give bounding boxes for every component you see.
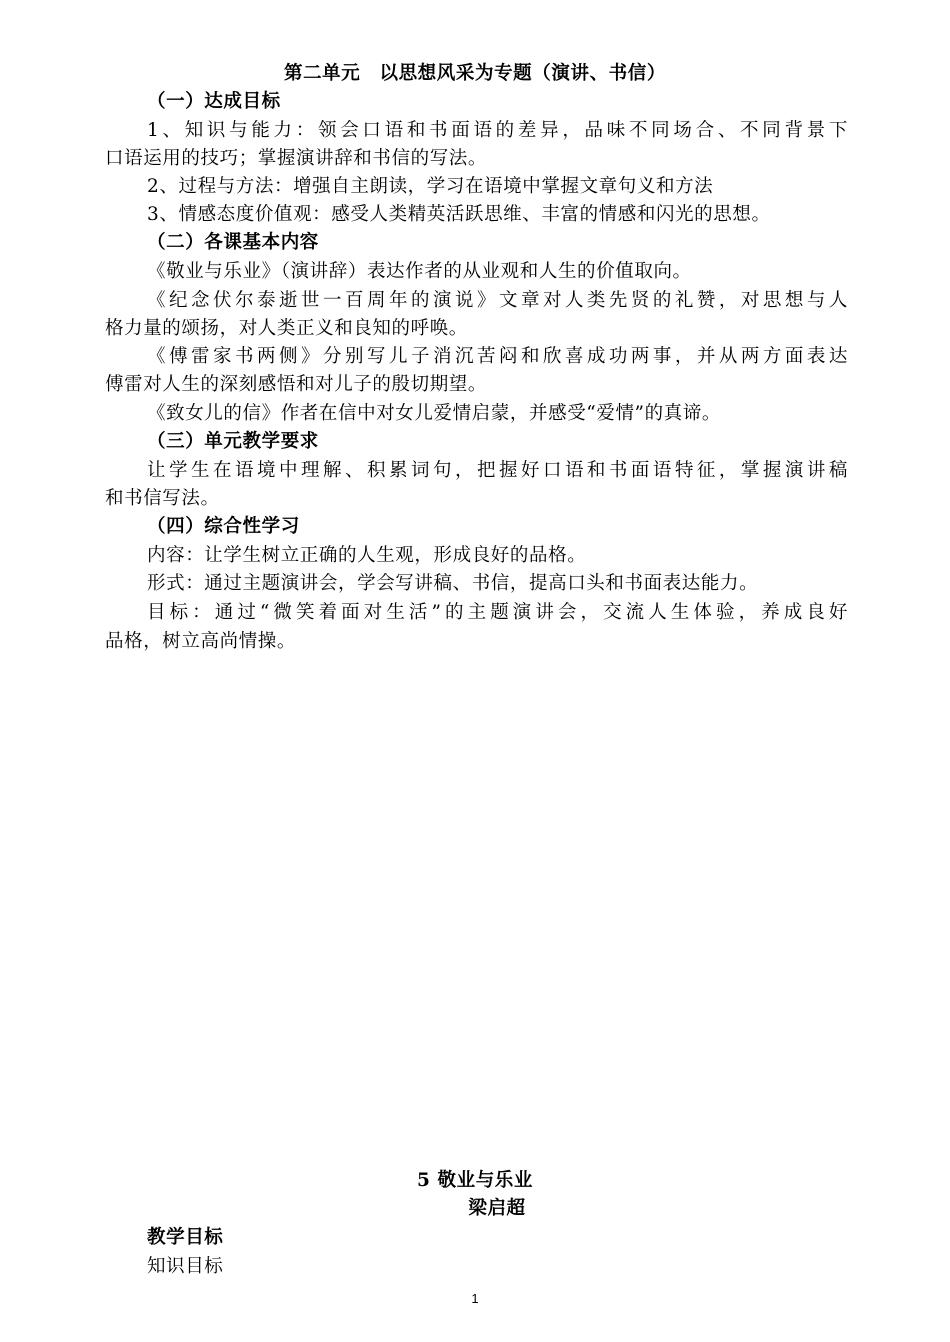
- goal1-line2: 口语运用的技巧；掌握演讲辞和书信的写法。: [105, 148, 488, 169]
- goal3: 3、情感态度价值观：感受人类精英活跃思维、丰富的情感和闪光的思想。: [147, 204, 771, 225]
- study-content: 内容：让学生树立正确的人生观，形成良好的品格。: [147, 545, 587, 566]
- goal1-line1: 1、知识与能力：领会口语和书面语的差异，品味不同场合、不同背景下: [147, 120, 848, 141]
- page-number: 1: [471, 1291, 479, 1306]
- content-heading: （二）各课基本内容: [147, 232, 319, 253]
- lesson-author: 梁启超: [468, 1198, 526, 1219]
- objectives-heading: 教学目标: [147, 1227, 224, 1248]
- content-2-line2: 格力量的颂扬，对人类正义和良知的呼唤。: [105, 318, 468, 339]
- content-1: 《敬业与乐业》（演讲辞）表达作者的从业观和人生的价值取向。: [147, 261, 692, 282]
- requirements-heading: （三）单元教学要求: [147, 431, 319, 452]
- lesson-title: 5 敬业与乐业: [416, 1170, 533, 1191]
- content-3-line2: 傅雷对人生的深刻感悟和对儿子的殷切期望。: [105, 374, 488, 395]
- content-3-line1: 《傅雷家书两侧》分别写儿子消沉苦闷和欣喜成功两事，并从两方面表达: [147, 346, 848, 367]
- content-4: 《致女儿的信》作者在信中对女儿爱情启蒙，并感受“爱情”的真谛。: [147, 403, 722, 424]
- requirements-line2: 和书信写法。: [105, 488, 220, 509]
- goal2: 2、过程与方法：增强自主朗读，学习在语境中掌握文章句义和方法: [147, 176, 714, 197]
- study-form: 形式：通过主题演讲会，学会写讲稿、书信，提高口头和书面表达能力。: [147, 573, 759, 594]
- study-goal-line2: 品格，树立高尚情操。: [105, 631, 297, 652]
- requirements-line1: 让学生在语境中理解、积累词句，把握好口语和书面语特征，掌握演讲稿: [147, 460, 848, 481]
- unit-title: 第二单元 以思想风采为专题（演讲、书信）: [283, 63, 666, 84]
- knowledge-heading: 知识目标: [147, 1256, 224, 1277]
- goals-heading: （一）达成目标: [147, 91, 281, 112]
- study-goal-line1: 目标：通过“微笑着面对生活”的主题演讲会，交流人生体验，养成良好: [147, 602, 848, 623]
- content-2-line1: 《纪念伏尔泰逝世一百周年的演说》文章对人类先贤的礼赞，对思想与人: [147, 290, 848, 311]
- study-heading: （四）综合性学习: [147, 516, 300, 537]
